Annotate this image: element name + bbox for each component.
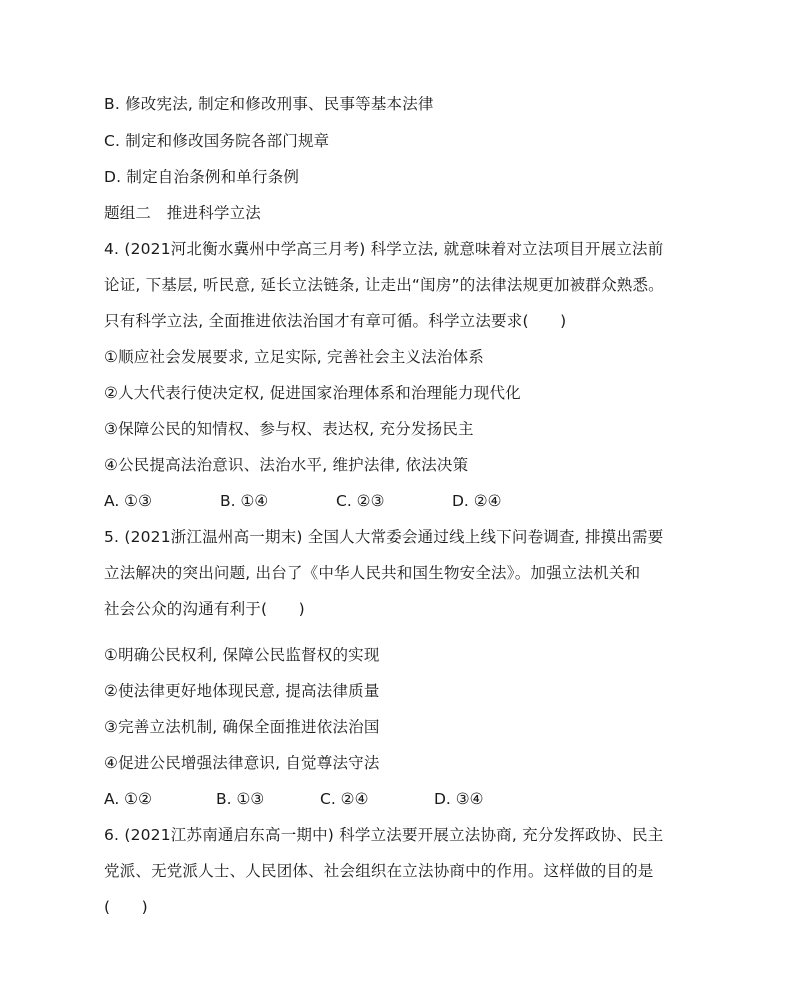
question-4-statement-3: ③保障公民的知情权、参与权、表达权, 充分发扬民主 [104, 420, 474, 438]
option-d-text: D. 制定自治条例和单行条例 [104, 168, 300, 186]
question-4-line-3: 只有科学立法, 全面推进依法治国才有章可循。科学立法要求( ) [104, 312, 567, 330]
question-5-line-3: 社会公众的沟通有利于( ) [104, 600, 305, 618]
option-b-text: B. 修改宪法, 制定和修改刑事、民事等基本法律 [104, 95, 434, 113]
question-6-line-1: 6. (2021江苏南通启东高一期中) 科学立法要开展立法协商, 充分发挥政协、民主 [104, 826, 664, 844]
question-5-line-2: 立法解决的突出问题, 出台了《中华人民共和国生物安全法》。加强立法机关和 [104, 564, 641, 582]
question-6-line-2: 党派、无党派人士、人民团体、社会组织在立法协商中的作用。这样做的目的是 [104, 862, 654, 880]
question-5-choice-a: A. ①② [104, 790, 152, 808]
question-5-line-1: 5. (2021浙江温州高一期末) 全国人大常委会通过线上线下问卷调查, 排摸出需要 [104, 528, 664, 546]
question-4-statement-4: ④公民提高法治意识、法治水平, 维护法律, 依法决策 [104, 456, 469, 474]
question-4-line-1: 4. (2021河北衡水冀州中学高三月考) 科学立法, 就意味着对立法项目开展立法前 [104, 240, 664, 258]
question-5-choice-d: D. ③④ [434, 790, 484, 808]
question-4-choice-d: D. ②④ [452, 492, 502, 510]
question-5-choice-c: C. ②④ [320, 790, 369, 808]
question-4-statement-2: ②人大代表行使决定权, 促进国家治理体系和治理能力现代化 [104, 384, 521, 402]
question-4-statement-1: ①顺应社会发展要求, 立足实际, 完善社会主义法治体系 [104, 348, 485, 366]
question-6-line-3: ( ) [104, 898, 148, 916]
question-5-statement-4: ④促进公民增强法律意识, 自觉尊法守法 [104, 754, 380, 772]
question-4-choice-a: A. ①③ [104, 492, 152, 510]
section-heading: 题组二 推进科学立法 [104, 204, 262, 222]
question-5-choice-b: B. ①③ [216, 790, 265, 808]
question-4-choice-b: B. ①④ [220, 492, 269, 510]
question-5-statement-1: ①明确公民权利, 保障公民监督权的实现 [104, 646, 380, 664]
option-c-text: C. 制定和修改国务院各部门规章 [104, 132, 330, 150]
question-4-choice-c: C. ②③ [336, 492, 385, 510]
question-5-statement-3: ③完善立法机制, 确保全面推进依法治国 [104, 718, 380, 736]
question-4-line-2: 论证, 下基层, 听民意, 延长立法链条, 让走出“闺房”的法律法规更加被群众熟悉。 [104, 276, 664, 294]
question-5-statement-2: ②使法律更好地体现民意, 提高法律质量 [104, 682, 380, 700]
